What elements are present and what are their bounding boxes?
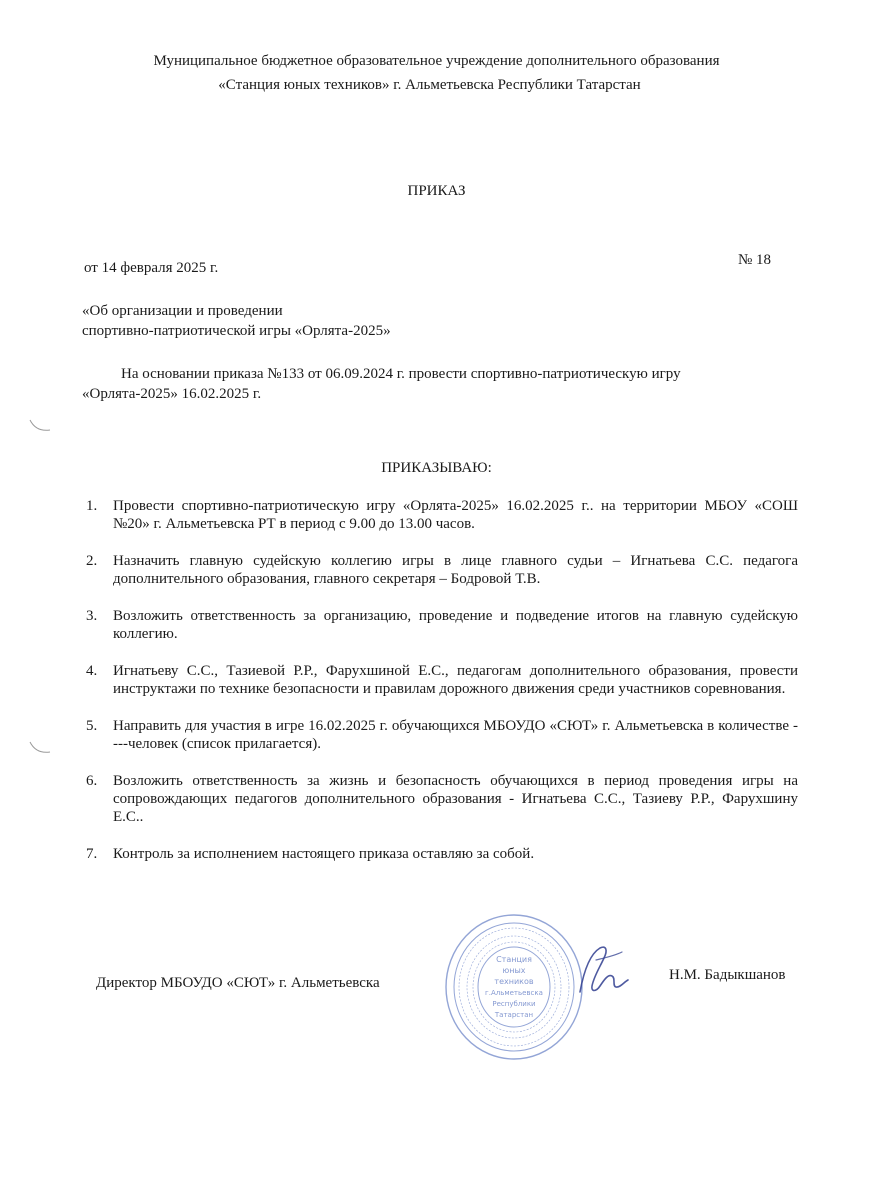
- item-number: 3.: [86, 608, 98, 624]
- subject-line-2: спортивно-патриотической игры «Орлята-2025»: [82, 323, 391, 339]
- item-text: Возложить ответственность за организацию, проведение и подведение итогов на главную судейскую коллегию.: [113, 608, 798, 642]
- item-number: 2.: [86, 553, 98, 569]
- item-number: 1.: [86, 498, 98, 514]
- list-item: [82, 772, 798, 826]
- official-stamp: [443, 912, 585, 1062]
- item-text: Контроль за исполнением настоящего приказа оставляю за собой.: [113, 846, 535, 862]
- item-text: Возложить ответственность за жизнь и безопасность обучающихся в период проведения игры на сопровождающих педагогов дополнительного образования - Игнатьева С.С., Тазиеву Р.Р., Фарухшину Е.С..: [113, 773, 798, 825]
- list-item: [82, 607, 798, 643]
- order-items-list: [82, 497, 798, 882]
- item-text: Направить для участия в игре 16.02.2025 г. обучающихся МБОУДО «СЮТ» г. Альметьевска в количестве ----человек (список прилагается).: [113, 718, 798, 752]
- organization-line-1: Муниципальное бюджетное образовательное учреждение дополнительного образования: [153, 53, 720, 69]
- subject-line-1: «Об организации и проведении: [82, 303, 283, 319]
- basis-line-1: На основании приказа №133 от 06.09.2024 г. провести спортивно-патриотическую игру: [121, 366, 681, 382]
- item-number: 6.: [86, 773, 98, 789]
- list-item: [82, 845, 798, 863]
- document-date: от 14 февраля 2025 г.: [84, 260, 219, 276]
- item-number: 7.: [86, 846, 98, 862]
- signature: [570, 940, 640, 1000]
- document-title: ПРИКАЗ: [407, 183, 466, 199]
- item-text: Назначить главную судейскую коллегию игры в лице главного судьи – Игнатьева С.С. педагога дополнительного образования, главного секретаря – Бодровой Т.В.: [113, 553, 798, 587]
- list-item: [82, 497, 798, 533]
- stamp-line: юных: [502, 966, 526, 975]
- item-number: 4.: [86, 663, 98, 679]
- item-text: Провести спортивно-патриотическую игру «Орлята-2025» 16.02.2025 г.. на территории МБОУ «СОШ №20» г. Альметьевска РТ в период с 9.00 до 13.00 часов.: [113, 498, 798, 532]
- stamp-line: Станция: [496, 955, 532, 964]
- stamp-line: техников: [494, 977, 534, 986]
- basis-line-2: «Орлята-2025» 16.02.2025 г.: [82, 386, 262, 402]
- stamp-line: Республики: [492, 1000, 536, 1008]
- director-title: Директор МБОУДО «СЮТ» г. Альметьевска: [96, 975, 380, 991]
- order-heading: ПРИКАЗЫВАЮ:: [381, 460, 492, 476]
- item-text: Игнатьеву С.С., Тазиевой Р.Р., Фарухшиной Е.С., педагогам дополнительного образования, провести инструктажи по технике безопасности и правилам дорожного движения среди участников соревнования.: [113, 663, 798, 697]
- organization-line-2: «Станция юных техников» г. Альметьевска Республики Татарстан: [218, 77, 641, 93]
- list-item: [82, 552, 798, 588]
- stamp-line: г.Альметьевска: [485, 989, 543, 997]
- document-number: № 18: [738, 252, 772, 268]
- list-item: [82, 662, 798, 698]
- signer-name: Н.М. Бадыкшанов: [669, 967, 786, 983]
- stamp-line: Татарстан: [494, 1011, 534, 1019]
- item-number: 5.: [86, 718, 98, 734]
- list-item: [82, 717, 798, 753]
